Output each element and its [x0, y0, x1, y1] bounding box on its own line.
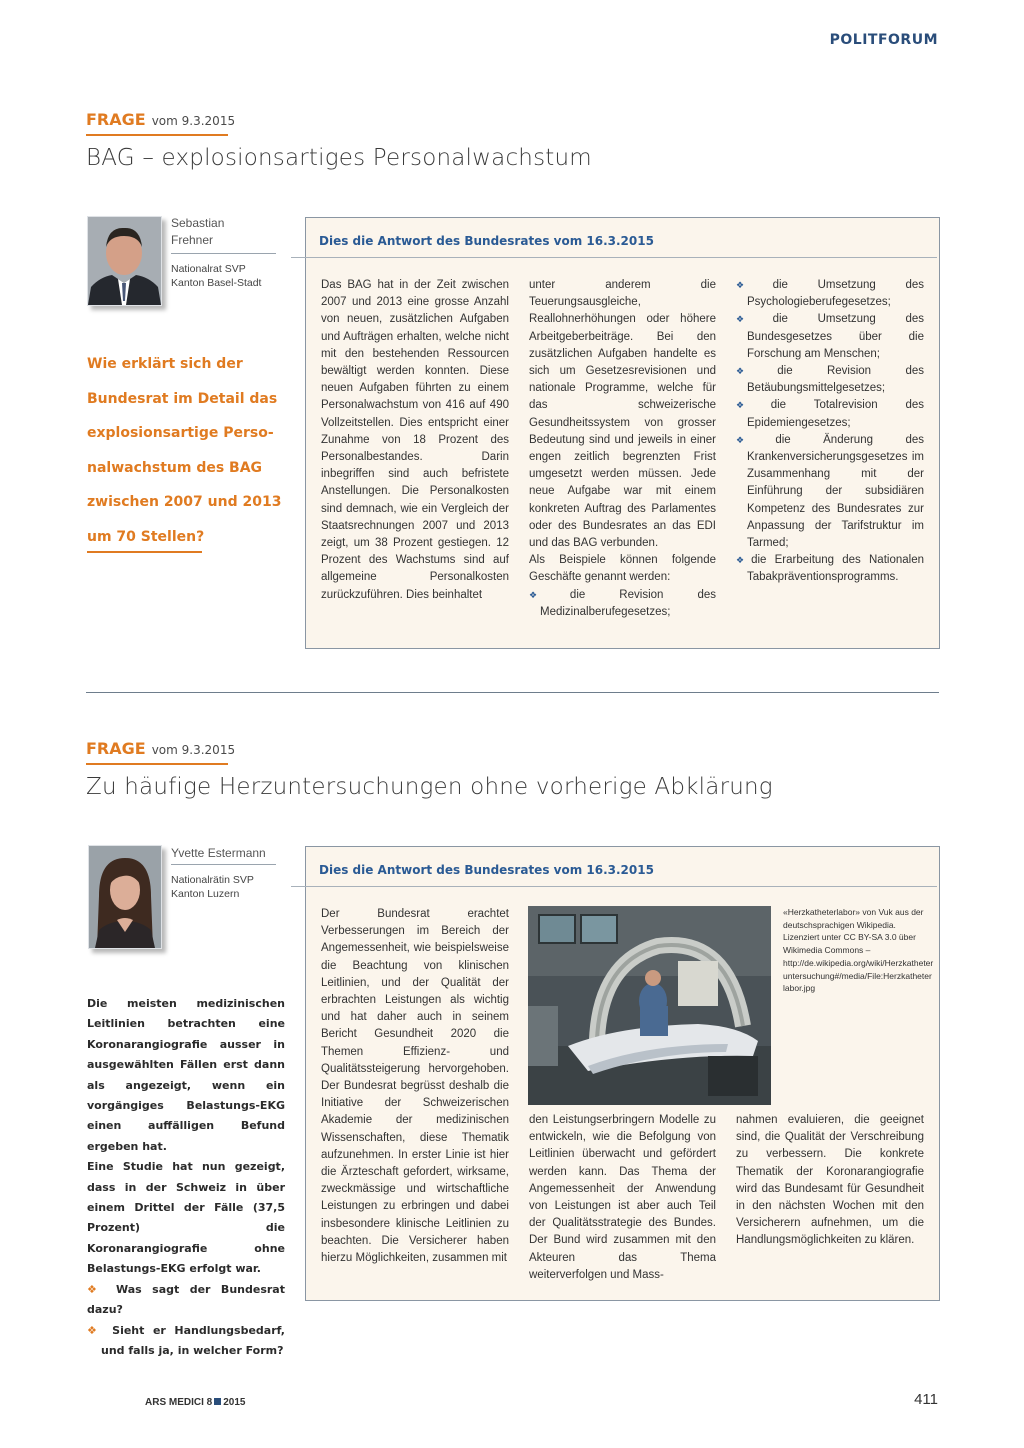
answer-heading: Dies die Antwort des Bundesrates vom 16.3.2015 [319, 863, 654, 877]
question-paragraph: Die meisten medizinischen Leitlinien betrachten eine Koronarangiografie ausser in ausgewählten Fällen erst dann als angezeigt, wenn ein vorgängiges Belastungs-EKG einen auffälligen Befund ergeben hat. [87, 997, 285, 1153]
question-date: vom 9.3.2015 [151, 114, 236, 128]
answer-heading: Dies die Antwort des Bundesrates vom 16.3.2015 [319, 234, 654, 248]
author-rule [171, 253, 276, 254]
question-line: um 70 Stellen? [87, 528, 205, 545]
caption-line: Wikimedia Commons – [783, 945, 871, 956]
portrait-photo [87, 216, 162, 306]
list-item: ❖ die Umsetzung des Bundesgesetzes über die Forschung am Menschen; [736, 311, 924, 363]
answer-column-3 [736, 1112, 924, 1250]
list-item: ❖ die Revision des Betäubungsmittelgesetzes; [736, 363, 924, 397]
answer-column-1 [321, 277, 509, 604]
footer-journal [145, 1397, 245, 1408]
question-paragraph: Eine Studie hat nun gezeigt, dass in der Schweiz in über einem Drittel der Fälle (37,5 Prozent) die Koronarangiografie ohne Belastungs-EKG erfolgt war. [87, 1160, 285, 1276]
journal-year: 2015 [223, 1397, 246, 1408]
answer-paragraph: Das BAG hat in der Zeit zwischen 2007 und 2013 eine grosse Anzahl von neuen, zusätzlichen Aufgaben und Aufträgen erhalten, welche nicht mit den bestehenden Ressourcen bewältigt werden konnten. Diese neuen Aufgaben führten zu einem Personalwachstum von 416 auf 490 Vollzeitstellen. Dies entspricht einer Zunahme von 18 Prozent des Personalbestandes. Darin inbegriffen sind auch befristete Anstellungen. Die Personalkosten sind demnach, wie ein Vergleich der Staatsrechnungen 2007 und 2013 zeigt, um 38 Prozent gestiegen. 12 Prozent des Wachstums sind auf allgemeine Personalkosten zurückzuführen. Dies beinhaltet [321, 279, 509, 601]
question-date: vom 9.3.2015 [151, 743, 236, 757]
list-item: ❖ die Umsetzung des Psychologieberufegesetzes; [736, 277, 924, 311]
article-title: BAG – explosionsartiges Personalwachstum [86, 145, 592, 171]
question-bullet: ❖ Sieht er Handlungsbedarf, und falls ja, in welcher Form? [87, 1323, 285, 1357]
section-divider [86, 692, 939, 693]
question-bullet: ❖ Was sagt der Bundesrat dazu? [87, 1282, 285, 1317]
list-item: ❖ die Revision des Medizinalberufegesetzes; [529, 587, 716, 621]
frage-label: FRAGE [86, 739, 146, 758]
caption-line: http://de.wikipedia.org/wiki/Herzkatheter [783, 957, 934, 968]
author-role: Nationalrätin SVP [171, 874, 254, 886]
author-last-name: Frehner [171, 233, 214, 247]
question-line: nalwachstum des BAG [87, 459, 263, 476]
bullet-icon: ❖ [87, 1323, 102, 1337]
question-line: Wie erklärt sich der [87, 356, 243, 372]
caption-line: Lizenziert unter CC BY-SA 3.0 über [783, 932, 916, 943]
answer-column-1 [321, 906, 509, 1267]
caption-line: labor.jpg [783, 983, 816, 994]
photo-caption [783, 906, 933, 995]
answer-paragraph: den Leistungserbringern Modelle zu entwickeln, wie die Befolgung von Leitlinien überwacht und gefördert werden kann. Das Thema der Angemessenheit der Anwendung von Leistungen ist aber auch Teil der Qualitätsstrategie des Bundes. Der Bund wird zusammen mit den Akteuren das Thema weiterverfolgen und Mass- [529, 1114, 716, 1281]
question-text [87, 347, 292, 554]
question-line: explosionsartige Perso- [87, 425, 274, 441]
list-item: ❖ die Totalrevision des Epidemiengesetzes; [736, 397, 924, 431]
answer-paragraph: Der Bundesrat erachtet Verbesserungen im Bereich der Angemessenheit, wie beispielsweise die Beachtung von klinischen Leitlinien, und der Qualität der erbrachten Leistungen als wichtig und hat daher auch in seinem Bericht Gesundheit 2020 die Themen Effizienz- und Qualitätssteigerung hervorgehoben. Der Bundesrat begrüsst deshalb die Initiative der Schweizerischen Akademie der medizinischen Wissenschaften, diese Thematik aufzunehmen. In erster Linie ist hier die Ärzteschaft gefordert, wirksame, zweckmässige und wirtschaftliche Leistungen zu erbringen und dabei insbesondere klinische Leitlinien zu beachten. Die Versicherer haben hierzu Möglichkeiten, zusammen mit [321, 908, 509, 1265]
orange-rule [86, 763, 228, 765]
caption-line: untersuchung#/media/File:Herzkatheter [783, 970, 932, 981]
question-line: zwischen 2007 und 2013 [87, 494, 282, 510]
section-label: POLITFORUM [829, 32, 938, 48]
author-first-name: Sebastian [171, 216, 225, 230]
question-underline [87, 551, 202, 553]
author-canton: Kanton Luzern [171, 888, 240, 900]
answer-paragraph: unter anderem die Teuerungsausgleiche, Reallohnerhöhungen oder höhere Arbeitgeberbeiträge. Bei den zusätzlichen Aufgaben handelte es sich um Gesetzesrevisionen und nationale Programme, welche für das schweizerische Gesundheitssystem von grosser Bedeutung sind und jeweils in einer engen zeitlich begrenzten Frist umgesetzt werden müssen. Jede neue Aufgabe war mit einem konkreten Auftrag des Parlamentes oder des Bundesrates an das EDI und das BAG verbunden. [529, 279, 716, 550]
caption-line: «Herzkatheterlabor» von Vuk aus der [783, 907, 924, 917]
question-text [87, 994, 285, 1361]
cath-lab-image [528, 906, 771, 1105]
portrait-photo [88, 845, 162, 949]
question-label [86, 739, 235, 758]
question-line: Bundesrat im Detail das [87, 390, 278, 407]
frage-label: FRAGE [86, 110, 146, 129]
list-item: ❖ die Erarbeitung des Nationalen Tabakpräventionsprogramms. [736, 552, 924, 586]
author-canton: Kanton Basel-Stadt [171, 277, 262, 289]
author-role: Nationalrat SVP [171, 263, 246, 275]
answer-column-3 [736, 277, 924, 587]
answer-paragraph: nahmen evaluieren, die geeignet sind, die Qualität der Verschreibung zu verbessern. Die konkrete Thematik der Koronarangiografie wird das Bundesamt für Gesundheit in den nächsten Wochen mit den Versicherern aufnehmen, um die Handlungsmöglichkeiten zu klären. [736, 1114, 924, 1247]
article-title: Zu häufige Herzuntersuchungen ohne vorherige Abklärung [86, 774, 773, 800]
author-rule [171, 864, 276, 865]
portrait-image [88, 217, 161, 305]
journal-name: ARS MEDICI 8 [145, 1397, 213, 1408]
page-number: 411 [914, 1391, 938, 1408]
answer-column-2 [529, 277, 716, 621]
answer-heading-rule [291, 886, 937, 887]
portrait-image [89, 846, 161, 948]
square-icon [214, 1398, 221, 1405]
list-item: ❖ die Änderung des Krankenversicherungsgesetzes im Zusammenhang mit der Einführung der subsidiären Kompetenz des Bundesrates zur Anpassung der Tarifstruktur im Tarmed; [736, 432, 924, 552]
author-name: Yvette Estermann [171, 846, 266, 860]
bullet-icon: ❖ [87, 1282, 104, 1296]
question-label [86, 110, 235, 129]
answer-heading-rule [291, 257, 937, 258]
caption-line: deutschsprachigen Wikipedia. [783, 919, 896, 930]
answer-column-2 [529, 1112, 716, 1284]
cath-lab-photo [528, 906, 771, 1105]
answer-paragraph: Als Beispiele können folgende Geschäfte genannt werden: [529, 554, 716, 584]
orange-rule [86, 134, 228, 136]
